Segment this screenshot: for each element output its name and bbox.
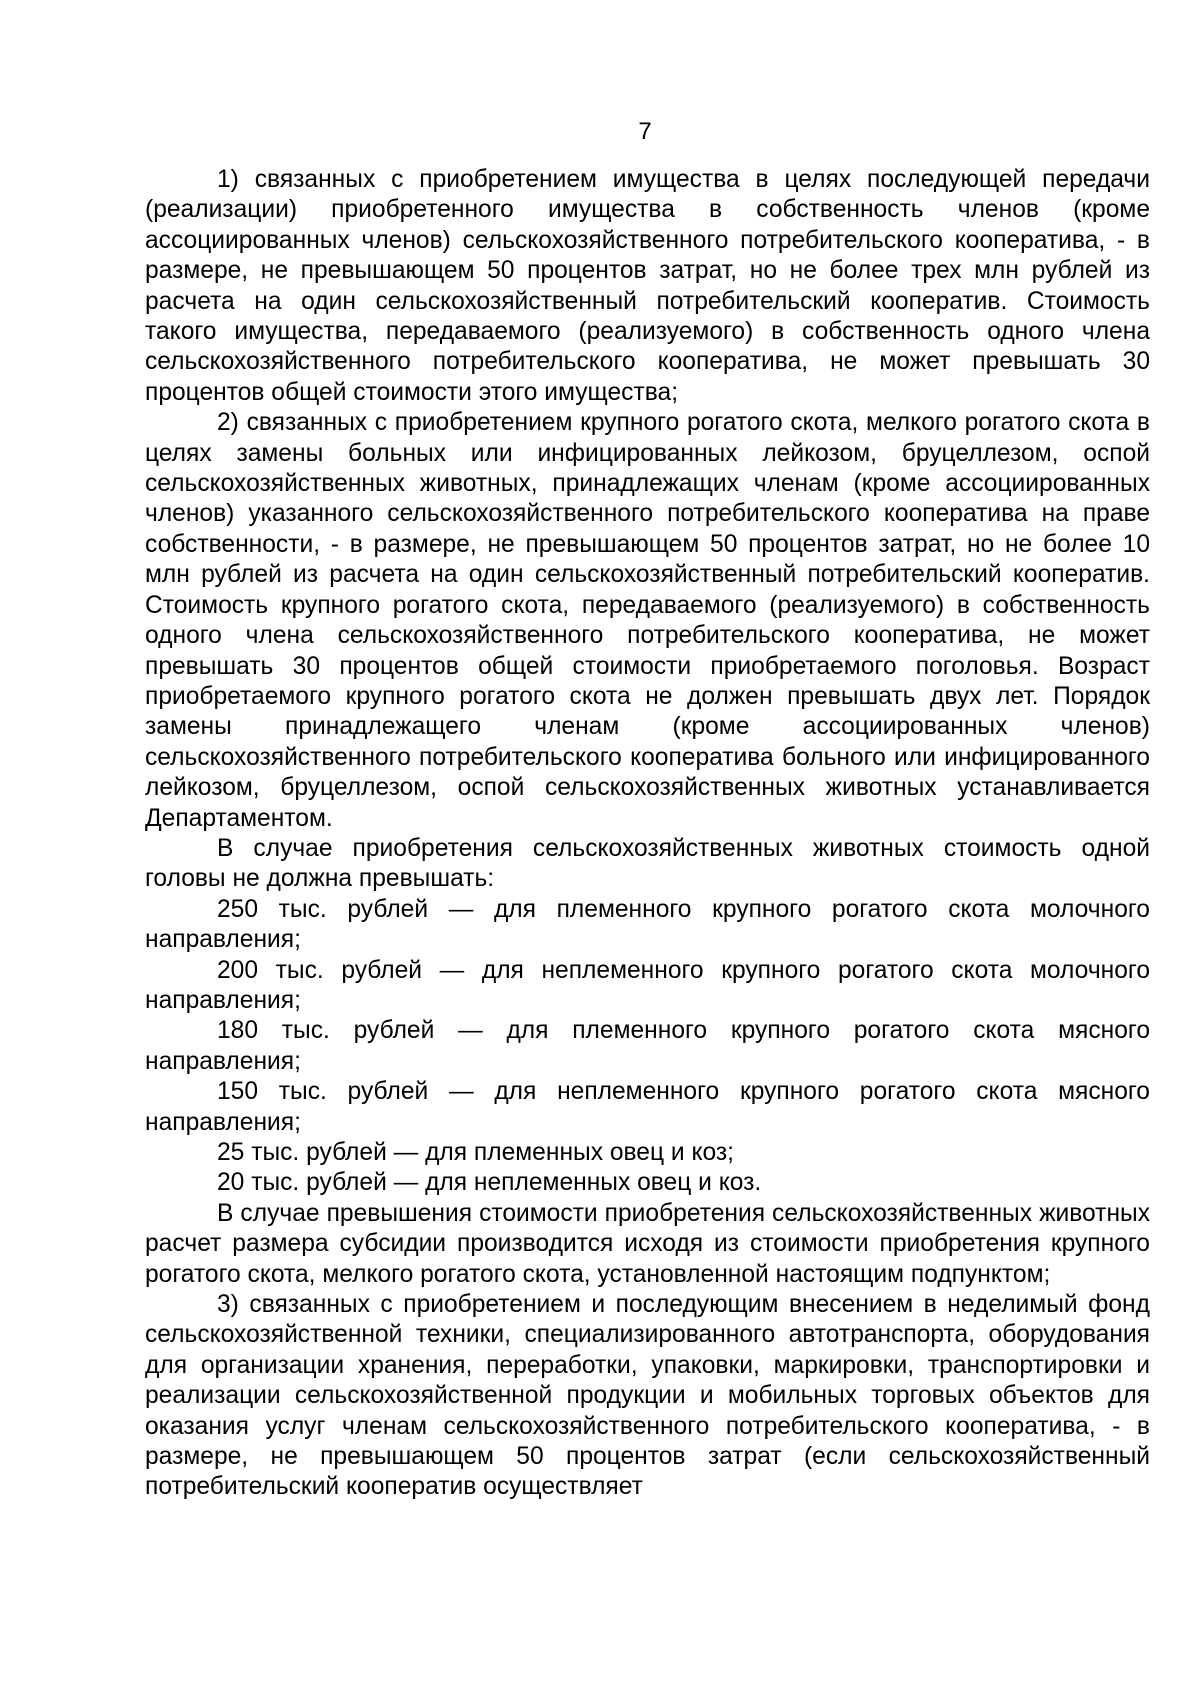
page-number: 7 bbox=[638, 118, 652, 145]
paragraph-price-excess: В случае превышения стоимости приобретения сельскохозяйственных животных расчет размера субсидии производится исходя из стоимости приобретения крупного рогатого скота, мелкого рогатого скота, установленной настоящим подпунктом; bbox=[145, 1199, 1150, 1288]
document-body bbox=[145, 165, 1150, 1503]
paragraph-1-property-acquisition: 1) связанных с приобретением имущества в целях последующей передачи (реализации) приобретенного имущества в собственность членов (кроме ассоциированных членов) сельскохозяйственного потребительского кооператива, - в размере, не превышающем 50 процентов затрат, но не более трех млн рублей из расчета на один сельскохозяйственный потребительский кооператив. Стоимость такого имущества, передаваемого (реализуемого) в собственность одного члена сельскохозяйственного потребительского кооператива, не может превышать 30 процентов общей стоимости этого имущества; bbox=[145, 166, 1150, 406]
paragraph-price-limits-intro: В случае приобретения сельскохозяйственных животных стоимость одной головы не должна превышать: bbox=[145, 834, 1150, 893]
price-limit-item: 20 тыс. рублей — для неплеменных овец и коз. bbox=[217, 1169, 762, 1197]
price-limit-item: 180 тыс. рублей — для племенного крупного рогатого скота мясного направления; bbox=[145, 1017, 1150, 1075]
price-limit-item: 150 тыс. рублей — для неплеменного крупного рогатого скота мясного направления; bbox=[145, 1078, 1150, 1136]
paragraph-3-equipment-acquisition: 3) связанных с приобретением и последующим внесением в неделимый фонд сельскохозяйственной техники, специализированного автотранспорта, оборудования для организации хранения, переработки, упаковки, маркировки, транспортировки и реализации сельскохозяйственной продукции и мобильных торговых объектов для оказания услуг членам сельскохозяйственного потребительского кооператива, - в размере, не превышающем 50 процентов затрат (если сельскохозяйственный потребительский кооператив осуществляет bbox=[145, 1291, 1150, 1501]
paragraph-2-cattle-replacement: 2) связанных с приобретением крупного рогатого скота, мелкого рогатого скота в целях замены больных или инфицированных лейкозом, бруцеллезом, оспой сельскохозяйственных животных, принадлежащих членам (кроме ассоциированных членов) указанного сельскохозяйственного потребительского кооператива на праве собственности, - в размере, не превышающем 50 процентов затрат, но не более 10 млн рублей из расчета на один сельскохозяйственный потребительский кооператив. Стоимость крупного рогатого скота, передаваемого (реализуемого) в собственность одного члена сельскохозяйственного потребительского кооператива, не может превышать 30 процентов общей стоимости приобретаемого поголовья. Возраст приобретаемого крупного рогатого скота не должен превышать двух лет. Порядок замены принадлежащего членам (кроме ассоциированных членов) сельскохозяйственного потребительского кооператива больного или инфицированного лейкозом, бруцеллезом, оспой сельскохозяйственных животных устанавливается Департаментом. bbox=[145, 409, 1150, 832]
price-limit-item: 25 тыс. рублей — для племенных овец и коз; bbox=[217, 1139, 735, 1166]
price-limit-item: 200 тыс. рублей — для неплеменного крупного рогатого скота молочного направления; bbox=[145, 956, 1150, 1014]
price-limit-item: 250 тыс. рублей — для племенного крупного рогатого скота молочного направления; bbox=[145, 895, 1150, 954]
